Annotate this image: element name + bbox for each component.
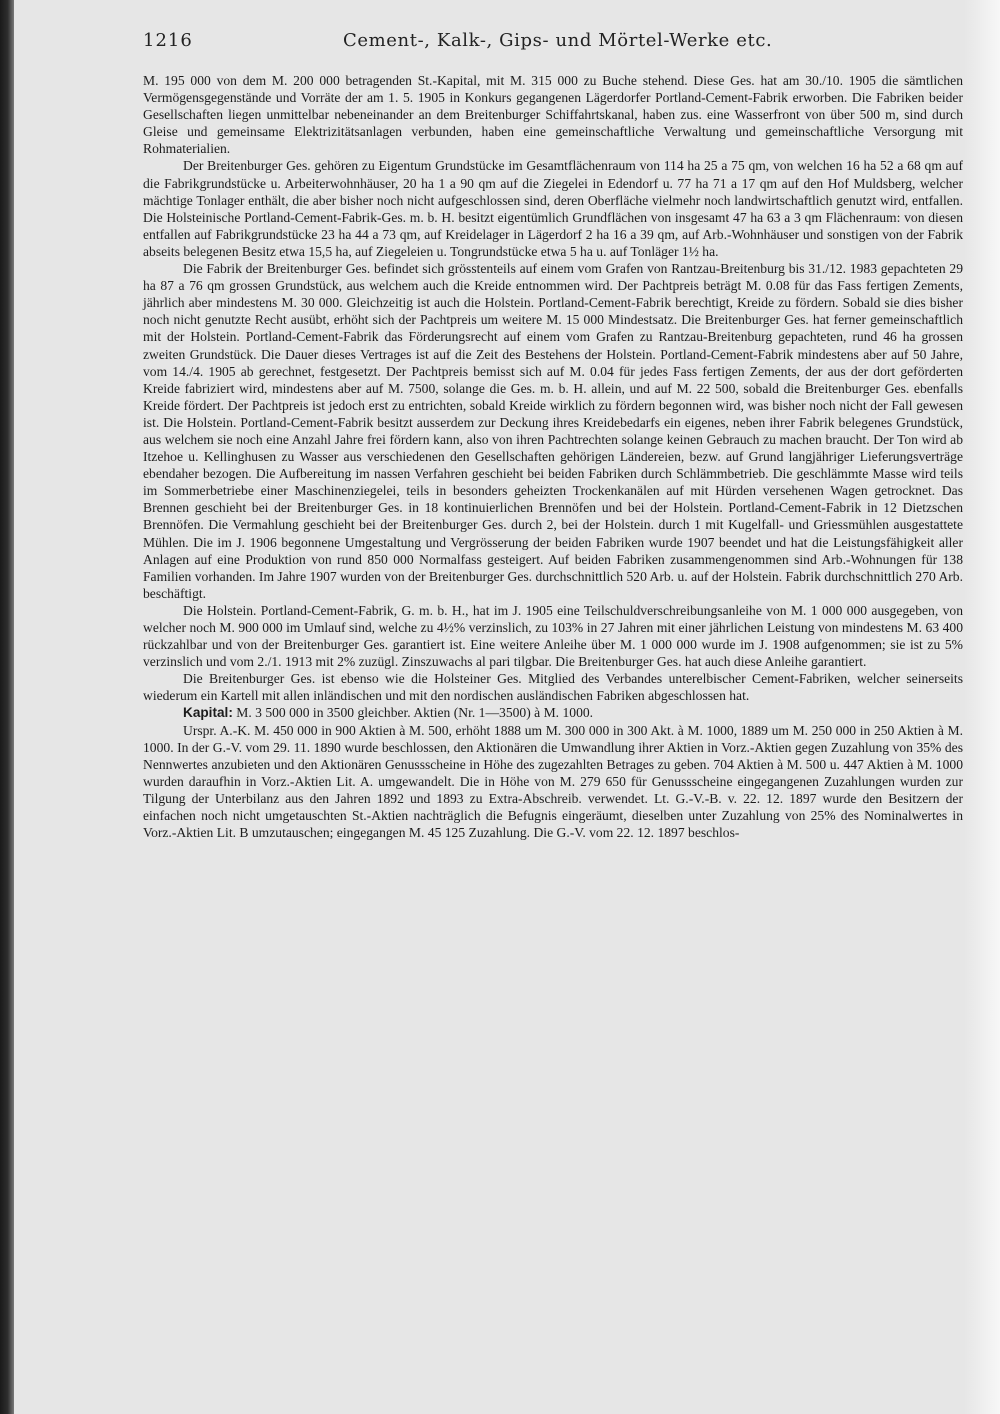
paragraph-5: Die Breitenburger Ges. ist ebenso wie die Holsteiner Ges. Mitglied des Verbandes unterelbischer Cement-Fabriken, welcher seinerseits wiederum ein Kartell mit allen inländischen und mit den nordischen ausländischen Fabriken abgeschlossen hat.: [143, 671, 963, 704]
page-number: 1216: [143, 30, 193, 51]
running-title: Cement-, Kalk-, Gips- und Mörtel-Werke etc.: [343, 30, 773, 51]
paragraph-1: M. 195 000 von dem M. 200 000 betragenden St.-Kapital, mit M. 315 000 zu Buche stehend. Diese Ges. hat am 30./10. 1905 die sämtlichen Vermögensgegenstände und Vorräte der am 1. 5. 1905 in Konkurs gegangenen Lägerdorfer Portland-Cement-Fabrik erworben. Die Fabriken beider Gesellschaften liegen unmittelbar nebeneinander an dem Breitenburger Schiffahrtskanal, haben zus. eine Wasserfront von über 500 m, sind durch Gleise und gemeinsame Elektrizitätsanlagen verbunden, haben eine gemeinschaftliche Verwaltung und gemeinschaftliche Versorgung mit Rohmaterialien.: [143, 73, 963, 157]
body-text: [143, 72, 963, 841]
kapital-label: Kapital:: [183, 705, 233, 721]
binding-shadow: [0, 0, 14, 1414]
page-edge-glare: [964, 0, 1000, 1414]
paragraph-4: Die Holstein. Portland-Cement-Fabrik, G. m. b. H., hat im J. 1905 eine Teilschuldverschreibungsanleihe von M. 1 000 000 ausgegeben, von welcher noch M. 900 000 im Umlauf sind, welche zu 4½% verzinslich, zu 103% in 27 Jahren mit einer jährlichen Leistung von mindestens M. 63 400 rückzahlbar und von der Breitenburger Ges. garantiert ist. Eine weitere Anleihe über M. 1 000 000 wurde im J. 1908 aufgenommen; sie ist zu 5% verzinslich und vom 2./1. 1913 mit 2% zuzügl. Zinszuwachs al pari tilgbar. Die Breitenburger Ges. hat auch diese Anleihe garantiert.: [143, 602, 963, 670]
paragraph-3: Die Fabrik der Breitenburger Ges. befindet sich grösstenteils auf einem vom Grafen von Rantzau-Breitenburg bis 31./12. 1983 gepachteten 29 ha 87 a 76 qm grossen Grundstück, aus welchem auch die Kreide entnommen wird. Der Pachtpreis beträgt M. 0.08 für das Fass fertigen Zements, jährlich aber mindestens M. 30 000. Gleichzeitig ist auch die Holstein. Portland-Cement-Fabrik berechtigt, Kreide zu fördern. Sobald sie dies bisher noch nicht genutzte Recht ausübt, erhöht sich der Pachtpreis um weitere M. 15 000 Mindestsatz. Die Breitenburger Ges. hat ferner gemeinschaftlich mit der Holstein. Portland-Cement-Fabrik das Förderungsrecht auf einem vom Grafen zu Rantzau-Breitenburg gepachteten, rund 46 ha grossen zweiten Grundstück. Die Dauer dieses Vertrages ist auf die Zeit des Bestehens der Holstein. Portland-Cement-Fabrik mindestens aber auf 50 Jahre, vom 14./4. 1905 ab gerechnet, festgesetzt. Der Pachtpreis bemisst sich auf M. 0.04 für jedes Fass fertigen Zements, der aus der dort geförderten Kreide fabriziert wird, mindestens aber auf M. 7500, solange die Ges. m. b. H. allein, und auf M. 22 500, sobald die Breitenburger Ges. ebenfalls Kreide fördert. Der Pachtpreis ist jedoch erst zu entrichten, sobald Kreide wirklich zu fördern begonnen wird, was bisher noch nicht der Fall gewesen ist. Die Holstein. Portland-Cement-Fabrik besitzt ausserdem zur Deckung ihres Kreidebedarfs ein eigenes, neben ihrer Fabrik belegenes Grundstück, aus welchem sie noch eine Anzahl Jahre frei fördern kann, also von ihren Pachtrechten solange keinen Gebrauch zu machen braucht. Der Ton wird ab Itzehoe u. Kellinghusen zu Wasser aus verschiedenen den Gesellschaften gehörigen Ländereien, bezw. auf Grund langjähriger Lieferungsverträge ebendaher bezogen. Die Aufbereitung im nassen Verfahren geschieht bei beiden Fabriken durch Schlämmbetrieb. Die geschlämmte Masse wird teils im Sommerbetriebe einer Maschinenziegelei, teils in besonders geheizten Trockenkanälen auf mit Hürden versehenen Wagen getrocknet. Das Brennen geschieht bei der Breitenburger Ges. in 18 kontinuierlichen Brennöfen und bei der Holstein. Portland-Cement-Fabrik in 12 Dietzschen Brennöfen. Die Vermahlung geschieht bei der Breitenburger Ges. durch 2, bei der Holstein. durch 1 mit Kugelfall- und Griessmühlen ausgestattete Mühlen. Die im J. 1906 begonnene Umgestaltung und Vergrösserung der beiden Fabriken wurde 1907 beendet und hat die Leistungsfähigkeit aller Anlagen auf eine Produktion von rund 850 000 Normalfass gesteigert. Auf beiden Fabriken zusammengenommen sind Arb.-Wohnungen für 138 Familien vorhanden. Im Jahre 1907 wurden von der Breitenburger Ges. durchschnittlich 520 Arb. u. auf der Holstein. Fabrik durchschnittlich 270 Arb. beschäftigt.: [143, 261, 963, 601]
kapital-paragraph: [143, 704, 963, 721]
closing-paragraph: Urspr. A.-K. M. 450 000 in 900 Aktien à M. 500, erhöht 1888 um M. 300 000 in 300 Akt. à M. 1000, 1889 um M. 250 000 in 250 Aktien à M. 1000. In der G.-V. vom 29. 11. 1890 wurde beschlossen, den Aktionären die Umwandlung ihrer Aktien in Vorz.-Aktien gegen Zuzahlung von 35% des Nennwertes anzubieten und den Aktionären Genussscheine in Höhe des zugezahlten Betrages zu geben. 704 Aktien à M. 500 u. 447 Aktien à M. 1000 wurden daraufhin in Vorz.-Aktien Lit. A. umgewandelt. Die in Höhe von M. 279 650 für Genussscheine eingegangenen Zuzahlungen wurden zur Tilgung der Unterbilanz aus den Jahren 1892 und 1893 zu Extra-Abschreib. verwendet. Lt. G.-V.-B. v. 22. 12. 1897 wurde den Besitzern der einfachen noch nicht umgetauschten St.-Aktien nachträglich die Befugnis eingeräumt, dieselben unter Zuzahlung von 25% des Nominalwertes in Vorz.-Aktien Lit. B umzutauschen; eingegangen M. 45 125 Zuzahlung. Die G.-V. vom 22. 12. 1897 beschlos-: [143, 722, 963, 841]
page-header: [143, 30, 963, 56]
kapital-text: M. 3 500 000 in 3500 gleichber. Aktien (Nr. 1—3500) à M. 1000.: [232, 705, 594, 721]
paragraph-2: Der Breitenburger Ges. gehören zu Eigentum Grundstücke im Gesamtflächenraum von 114 ha 25 a 75 qm, von welchen 16 ha 52 a 68 qm auf die Fabrikgrundstücke u. Arbeiterwohnhäuser, 20 ha 1 a 90 qm auf die Ziegelei in Edendorf u. 77 ha 71 a 17 qm auf den Hof Muldsberg, welcher mächtige Tonlager enthält, die aber bisher noch nicht aufgeschlossen sind, deren Oberfläche vielmehr noch landwirtschaftlich genutzt wird, entfallen. Die Holsteinische Portland-Cement-Fabrik-Ges. m. b. H. besitzt eigentümlich Grundflächen von insgesamt 47 ha 63 a 3 qm Flächenraum: von diesen entfallen auf Fabrikgrundstücke 23 ha 44 a 73 qm, auf Kreidelager in Lägerdorf 2 ha 16 a 39 qm, auf Arb.-Wohnhäuser und sonstigen von der Fabrik abseits belegenen Besitz etwa 15,5 ha, auf Ziegeleien u. Tongrundstücke etwa 5 ha u. auf Tonläger 1½ ha.: [143, 158, 963, 259]
